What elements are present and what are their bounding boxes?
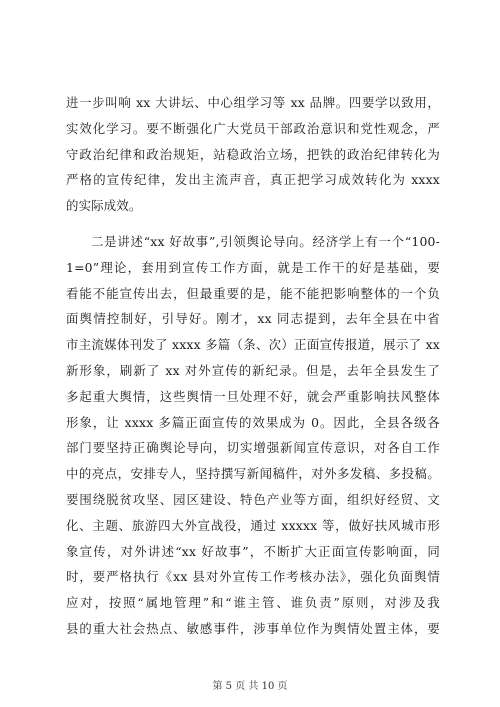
text-line: 应对，按照“属地管理”和“谁主管、谁负责”原则，对涉及我 xyxy=(66,595,440,611)
text-line: 县的重大社会热点、敏感事件，涉事单位作为舆情处置主体，要 xyxy=(66,620,440,636)
text-line: 时，要严格执行《xx 县对外宣传工作考核办法》，强化负面舆情 xyxy=(66,569,440,585)
text-line: 守政治纪律和政治规矩，站稳政治立场，把铁的政治纪律转化为 xyxy=(66,146,440,162)
text-line: 形象，让 xxxx 多篇正面宣传的效果成为 0。因此，全县各级各 xyxy=(66,414,440,430)
paragraph-good-stories xyxy=(66,229,440,642)
text-line: 市主流媒体刊发了 xxxx 多篇（条、次）正面宣传报道，展示了 xx xyxy=(66,337,440,353)
text-line: 中的亮点，安排专人，坚持撰写新闻稿件，对外多发稿、多投稿。 xyxy=(66,466,440,482)
text-line: 多起重大舆情，这些舆情一旦处理不好，就会严重影响扶风整体 xyxy=(66,388,440,404)
paragraph-gap xyxy=(66,219,440,229)
text-line: 二是讲述“xx 好故事”,引领舆论导向。经济学上有一个“100- xyxy=(91,233,440,249)
text-line: 要围绕脱贫攻坚、园区建设、特色产业等方面，组织好经贸、文 xyxy=(66,491,440,507)
text-line: 进一步叫响 xx 大讲坛、中心组学习等 xx 品牌。四要学以致用， xyxy=(66,95,440,110)
text-line: 化、主题、旅游四大外宣战役，通过 xxxxx 等，做好扶风城市形 xyxy=(66,517,440,533)
text-line: 看能不能宣传出去，但最重要的是，能不能把影响整体的一个负 xyxy=(66,285,440,301)
text-line: 1=0”理论，套用到宣传工作方面，就是工作干的好是基础，要 xyxy=(66,259,440,275)
text-line: 的实际成效。 xyxy=(66,198,142,214)
paragraph-study-application xyxy=(66,90,440,219)
text-line: 严格的宣传纪律，发出主流声音，真正把学习成效转化为 xxxx xyxy=(66,172,440,188)
text-line: 部门要坚持正确舆论导向，切实增强新闻宣传意识，对各自工作 xyxy=(66,440,440,456)
document-body xyxy=(66,90,440,642)
text-line: 新形象，刷新了 xx 对外宣传的新纪录。但是，去年全县发生了 xyxy=(66,362,440,378)
text-line: 面舆情控制好，引导好。刚才，xx 同志提到，去年全县在中省 xyxy=(66,311,440,327)
text-line: 实效化学习。要不断强化广大党员干部政治意识和党性观念，严 xyxy=(66,120,440,136)
text-line: 象宣传，对外讲述“xx 好故事”，不断扩大正面宣传影响面，同 xyxy=(66,543,440,559)
page-footer: 第 5 页 共 10 页 xyxy=(212,681,288,692)
